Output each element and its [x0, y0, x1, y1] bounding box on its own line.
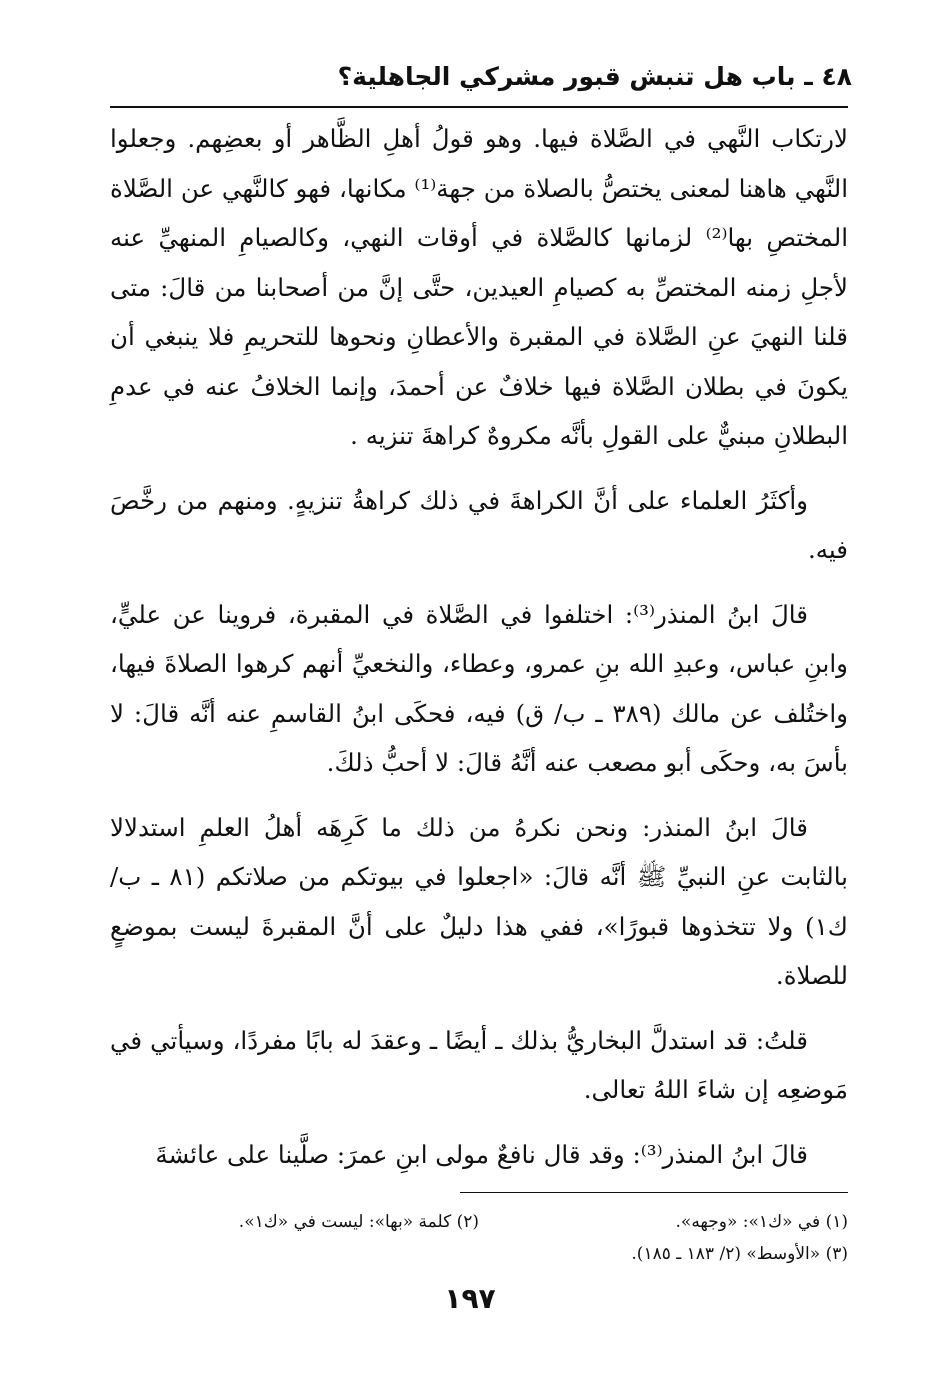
paragraph: قلتُ: قد استدلَّ البخاريُّ بذلك ـ أيضًا ـ وعقدَ له بابًا مفردًا، وسيأتي في مَوضعِه إن شاءَ اللهُ تعالى.: [110, 1025, 848, 1104]
footnote-3: (٣) «الأوسط» (٢/ ١٨٣ ـ ١٨٥).: [631, 1244, 848, 1264]
paragraph: قالَ ابنُ المنذر⁽³⁾: وقد قال نافعٌ مولى ابنِ عمرَ: صلَّينا على عائشةَ: [155, 1139, 808, 1169]
header-divider: [110, 106, 848, 108]
footnote-row: [110, 1238, 848, 1270]
paragraph: وأكثَرُ العلماء على أنَّ الكراهةَ في ذلك كراهةُ تنزيهٍ. ومنهم من رخَّصَ فيه.: [110, 485, 848, 564]
paragraph: قالَ ابنُ المنذر: ونحن نكرهُ من ذلك ما كَرِهَه أهلُ العلمِ استدلالا بالثابت عنِ النبيِّ ﷺ أنَّه قالَ: «اجعلوا في بيوتكم من صلاتكم (٨١ ـ ب/ ك١) ولا تتخذوها قبورًا»، ففي هذا دليلٌ على أنَّ المقبرةَ ليست بموضعٍ للصلاة.: [110, 812, 848, 990]
chapter-header: ٤٨ ـ باب هل تنبش قبور مشركي الجاهلية؟: [337, 62, 852, 91]
footnote-2: (٢) كلمة «بها»: ليست في «ك١».: [238, 1212, 479, 1232]
footnote-divider: [460, 1192, 848, 1193]
main-text: [110, 114, 848, 1194]
footnote-row: [110, 1206, 848, 1238]
paragraph: قالَ ابنُ المنذر⁽³⁾: اختلفوا في الصَّلاة في المقبرة، فروينا عن عليٍّ، وابنِ عباس، وعبدِ الله بنِ عمرو، وعطاء، والنخعيِّ أنهم كرهوا الصلاةَ فيها، واختُلف عن مالك (٣٨٩ ـ ب/ ق) فيه، فحكَى ابنُ القاسمِ عنه أنَّه قالَ: لا بأسَ به، وحكَى أبو مصعب عنه أنَّهُ قالَ: لا أحبُّ ذلكَ.: [110, 599, 848, 777]
page-number: ١٩٧: [444, 1282, 496, 1315]
footnote-1: (١) في «ك١»: «وجهه».: [675, 1212, 848, 1232]
footnotes: [110, 1206, 848, 1270]
paragraph: لارتكاب النَّهي في الصَّلاة فيها. وهو قولُ أهلِ الظَّاهر أو بعضِهم. وجعلوا النَّهي هاهنا لمعنى يختصُّ بالصلاة من جهة⁽¹⁾ مكانها، فهو كالنَّهي عن الصَّلاة المختصِ بها⁽²⁾ لزمانها كالصَّلاة في أوقات النهي، وكالصيامِ المنهيِّ عنه لأجلِ زمنه المختصِّ به كصيامِ العيدين، حتَّى إنَّ من أصحابنا من قالَ: متى قلنا النهيَ عنِ الصَّلاة في المقبرة والأعطانِ ونحوها للتحريمِ فلا ينبغي أن يكونَ في بطلان الصَّلاة فيها خلافٌ عن أحمدَ، وإنما الخلافُ عنه في عدمِ البطلانِ مبنيٌّ على القولِ بأنَّه مكروهٌ كراهةَ تنزيه .: [110, 124, 848, 450]
